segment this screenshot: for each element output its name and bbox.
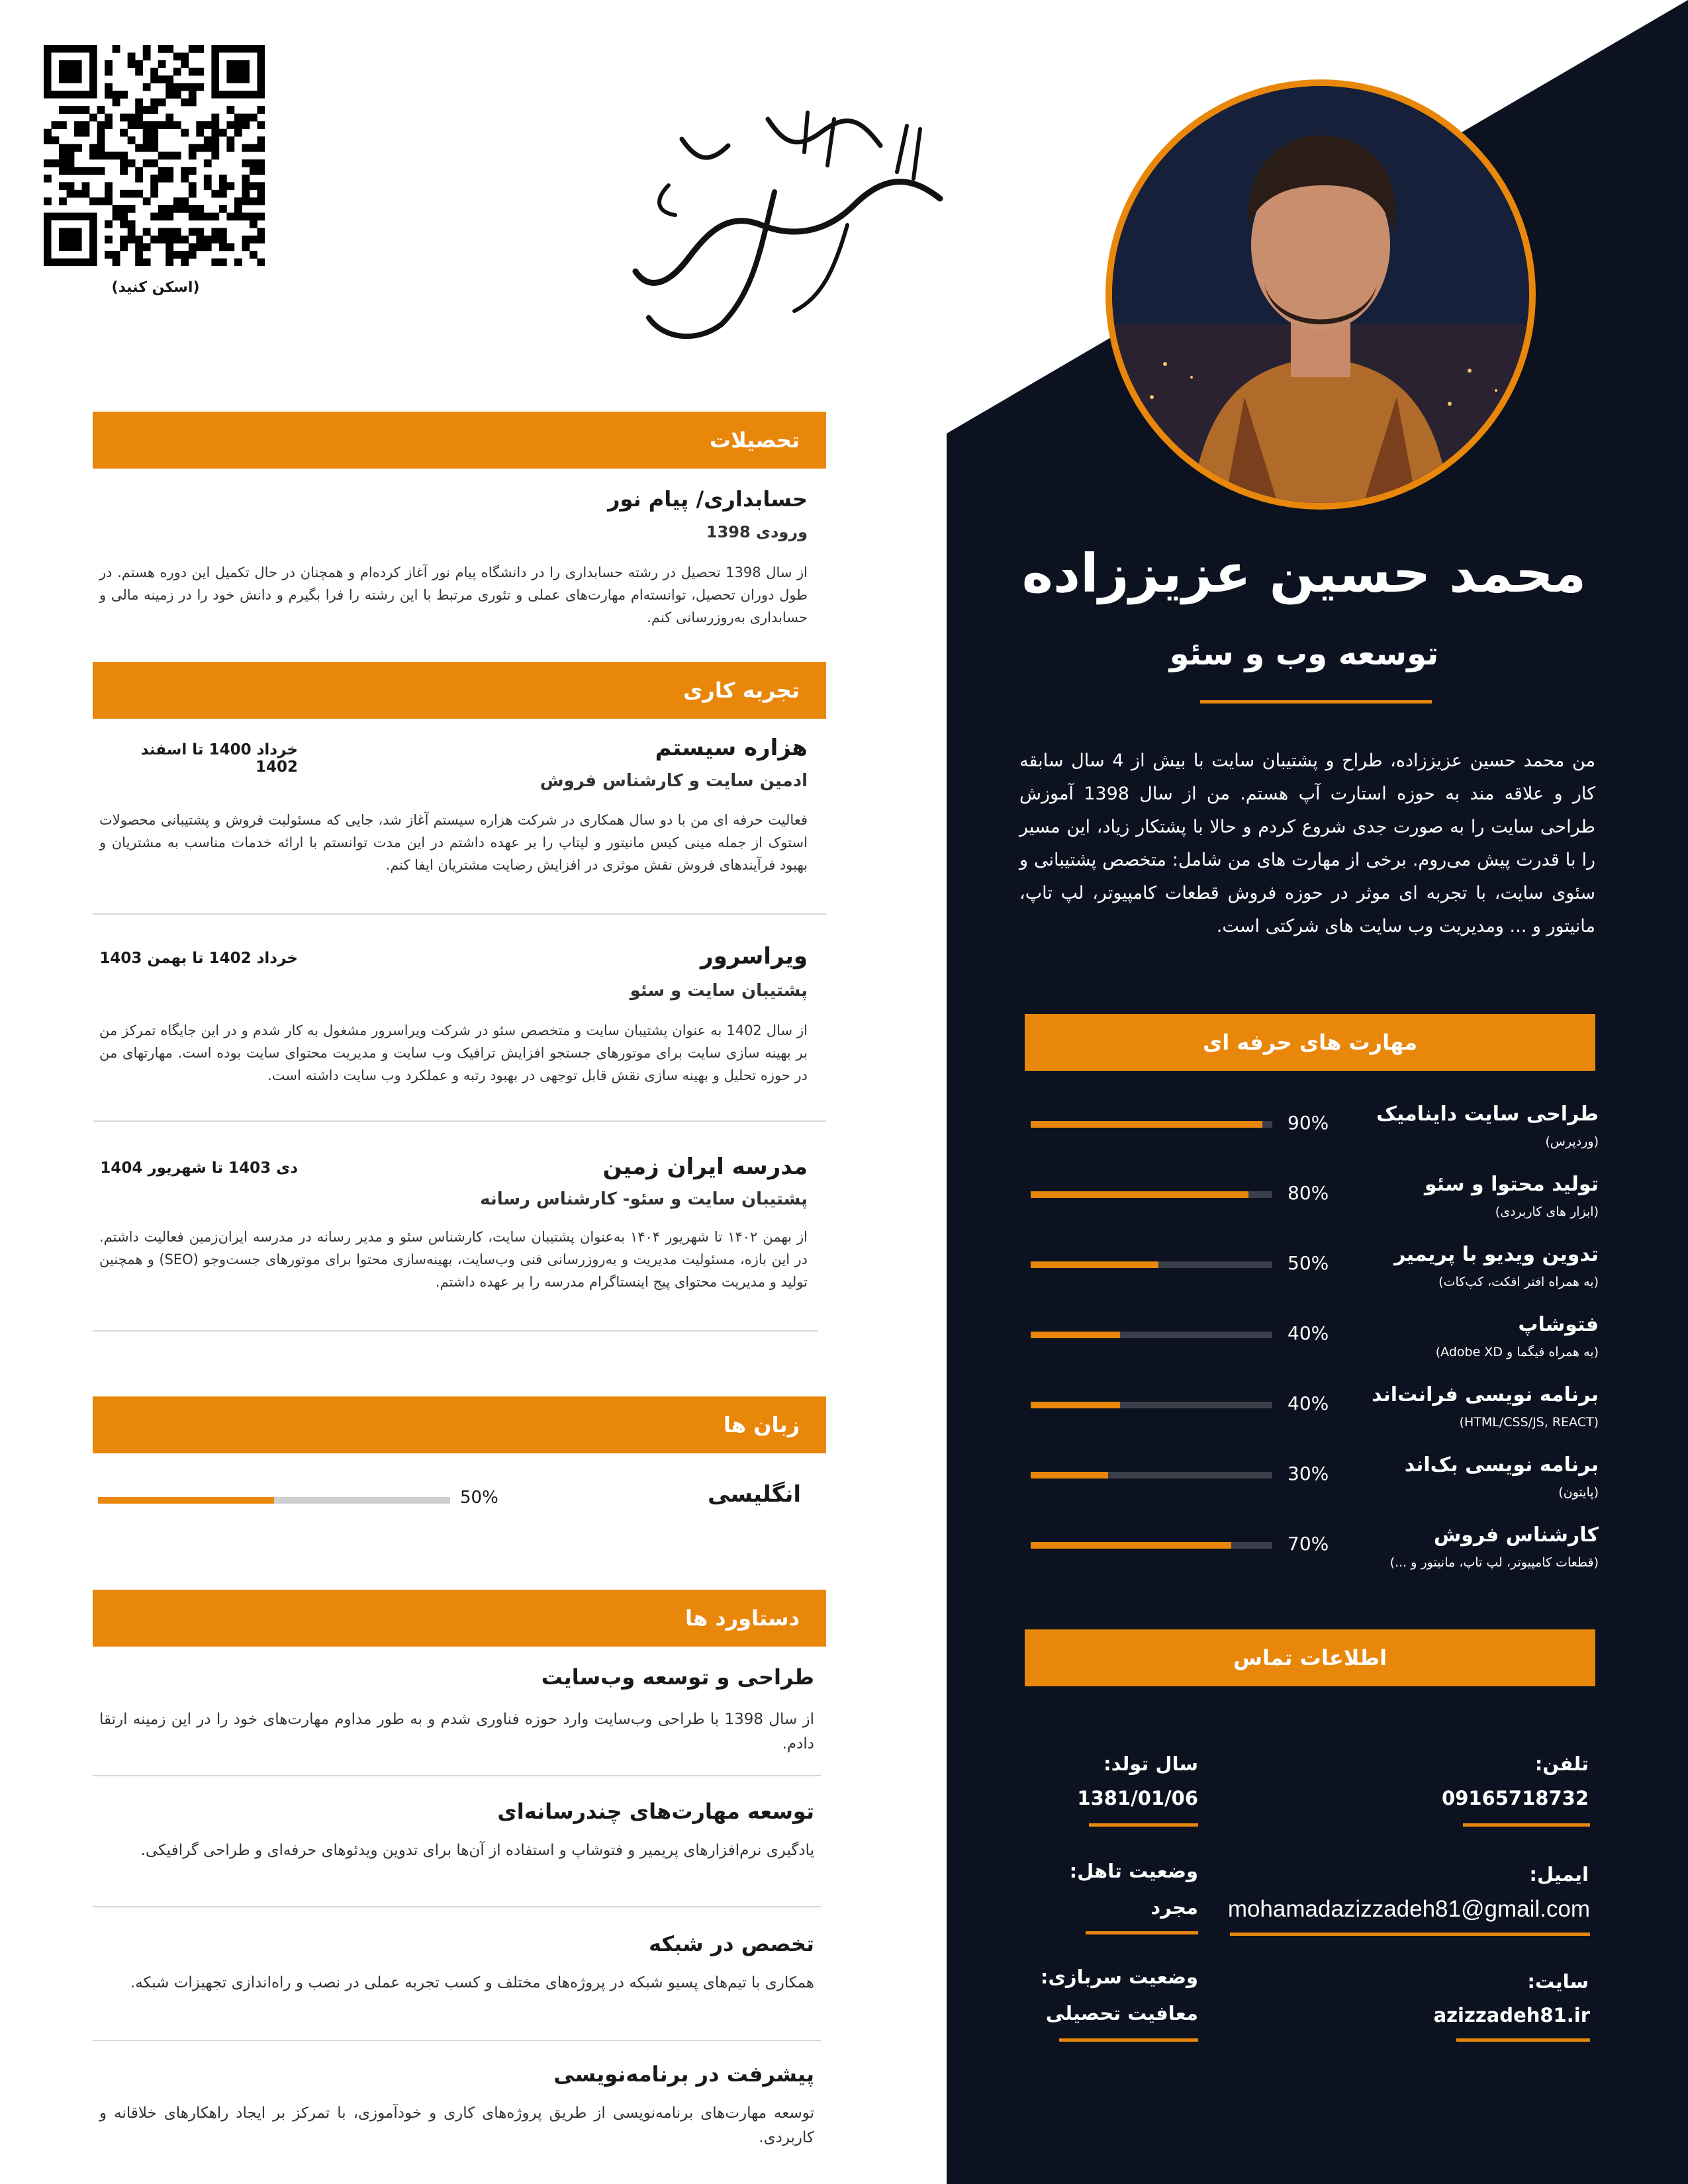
skill-bar-track [1031,1332,1272,1338]
exp1-company: هزاره سیستم [655,735,808,761]
email-label: ایمیل: [1529,1863,1589,1886]
skill-name: کارشناس فروش [1433,1524,1599,1547]
ach1-separator [93,1775,821,1776]
profile-role: توسعه وب و سئو [1169,635,1439,672]
language-percent: 50% [460,1488,498,1508]
qr-caption: (اسکن کنید) [111,279,200,296]
exp3-position: پشتیبان سایت و سئو- کارشناس رسانه [480,1189,808,1209]
exp3-text: از بهمن ۱۴۰۲ تا شهریور ۱۴۰۴ به‌عنوان پشتیبان سایت، کارشناس سئو و مدیر رسانه در مدرسه ایران‌زمین فعالیت داشتم. در این بازه، مسئولیت مدیریت و به‌روزرسانی فنی وب‌سایت، بهینه‌سازی محتوا برای موتورهای جست‌وجو (SEO) و همچنین تولید و مدیریت محتوای پیج اینستاگرام مدرسه را بر عهده داشتم. [99,1229,808,1290]
skill-percent: 90% [1288,1112,1329,1134]
skill-subtitle: (به همراه افتر افکت، کپ‌کات) [1438,1275,1599,1289]
skill-percent: 80% [1288,1182,1329,1204]
profile-photo [1105,79,1536,510]
phone-value[interactable]: 09165718732 [1442,1787,1589,1809]
military-label: وضعیت سربازی: [1040,1966,1198,1988]
skill-bar-fill [1031,1472,1108,1479]
skill-subtitle: (به همراه فیگما و Adobe XD) [1435,1345,1599,1359]
skill-bar-track [1031,1402,1272,1408]
skill-bar-fill [1031,1402,1120,1408]
exp3-separator [93,1330,818,1332]
ach2-text: یادگیری نرم‌افزارهای پریمیر و فتوشاپ و استفاده از آن‌ها برای تدوین ویدئوهای حرفه‌ای و طراحی گرافیکی. [140,1842,814,1859]
exp1-position: ادمین سایت و کارشناس فروش [539,771,808,791]
skill-name: فتوشاپ [1518,1313,1599,1336]
skill-name: تولید محتوا و سئو [1425,1173,1599,1196]
birth-value: 1381/01/06 [1077,1787,1198,1809]
languages-heading: زبان ها [93,1396,826,1453]
exp3-company: مدرسه ایران زمین [602,1154,808,1180]
exp2-separator [93,1120,826,1122]
skill-bar-track [1031,1472,1272,1479]
skill-subtitle: (قطعات کامپیوتر، لپ تاپ، مانیتور و ...) [1389,1555,1599,1570]
skill-subtitle: (پایتون) [1558,1485,1599,1500]
qr-code [44,45,265,266]
skill-percent: 50% [1288,1252,1329,1274]
language-name: انگلیسی [708,1481,801,1508]
basmala-calligraphy [596,73,993,351]
skill-name: طراحی سایت داینامیک [1376,1103,1599,1126]
exp1-separator [93,913,826,915]
site-value[interactable]: azizzadeh81.ir [1433,2004,1590,2026]
exp2-text: از سال 1402 به عنوان پشتیبان سایت و متخصص سئو در شرکت ویراسرور مشغول به کار شدم و در این جایگاه تمرکز من بر بهینه سازی سایت برای موتورهای جستجو افزایش ترافیک وب سایت و مدیریت محتوای سایت بوده است. مهارتهای من در حوزه تحلیل و بهینه سازی نقش قابل توجهی در بهبود رتبه و عملکرد وب سایت داشته است. [99,1023,808,1083]
skill-name: تدوین ویدیو با پریمیر [1394,1243,1599,1266]
ach3-title: تخصص در شبکه [649,1931,814,1956]
education-title: حسابداری/ پیام نور [608,486,808,512]
exp1-date: خرداد 1400 تا اسفند 1402 [140,741,298,776]
language-bar-fill [98,1497,274,1504]
exp1-text: فعالیت حرفه ای من با دو سال همکاری در شرکت هزاره سیستم آغاز شد، جایی که مسئولیت فروش و پشتیبانی محصولات استوک از جمله مینی کیس مانیتور و لپتاپ را بر عهده داشتم در این مدت توانستم با ارائه خدمات مناسب به مشتریان و بهبود فرآیندهای فروش نقش موثری در افزایش رضایت مشتریان ایفا کنم. [99,812,808,873]
skill-bar-track [1031,1121,1272,1128]
ach2-title: توسعه مهارت‌های چندرسانه‌ای [497,1799,814,1824]
skill-subtitle: (HTML/CSS/JS, REACT) [1459,1415,1599,1430]
exp3-date: دی 1403 تا شهریور 1404 [100,1160,298,1177]
email-value[interactable]: mohamadazizzadeh81@gmail.com [1227,1896,1590,1922]
site-label: سایت: [1527,1970,1589,1993]
military-value: معافیت تحصیلی [1045,2002,1198,2025]
skill-subtitle: (ابزار های کاربردی) [1495,1205,1599,1219]
experience-heading: تجربه کاری [93,662,826,719]
ach3-separator [93,2040,821,2041]
marital-value: مجرد [1150,1896,1198,1919]
skill-bar-fill [1031,1261,1158,1268]
skill-bar-track [1031,1191,1272,1198]
phone-label: تلفن: [1534,1752,1589,1775]
skill-subtitle: (وردپرس) [1545,1134,1599,1149]
skill-percent: 30% [1288,1463,1329,1484]
skills-heading: مهارت های حرفه ای [1025,1014,1595,1071]
site-underline [1456,2038,1590,2042]
profile-name: محمد حسین عزیززاده [1021,543,1587,604]
email-underline [1230,1933,1590,1936]
ach1-title: طراحی و توسعه وب‌سایت [541,1664,814,1690]
ach4-title: پیشرفت در برنامه‌نویسی [553,2062,814,2087]
exp2-company: ویراسرور [700,943,808,970]
skill-percent: 40% [1288,1322,1329,1344]
skill-name: برنامه نویسی فرانت‌اند [1372,1383,1599,1406]
skill-percent: 40% [1288,1392,1329,1414]
skill-bar-track [1031,1261,1272,1268]
education-year: ورودی 1398 [706,523,808,541]
education-heading: تحصیلات [93,412,826,469]
skill-bar-fill [1031,1121,1262,1128]
skill-name: برنامه نویسی بک‌اند [1404,1453,1599,1477]
ach3-text: همکاری با تیم‌های پسیو شبکه در پروژه‌های مختلف و کسب تجربه عملی در نصب و راه‌اندازی تجهیزات شبکه. [130,1974,814,1991]
profile-summary: من محمد حسین عزیززاده، طراح و پشتیبان سایت با بیش از 4 سال سابقه کار و علاقه مند به حوزه استارت آپ هستم. من از سال 1398 آموزش طراحی سایت را به صورت جدی شروع کردم و حالا با پشتکار زیاد، این مسیر را با قدرت پیش می‌روم. برخی از مهارت های من شامل: متخصص پشتیبانی و سئوی سایت، با تجربه ای موثر در حوزه فروش قطعات کامپیوتر، لپ تاپ، مانیتور و ... ومدیریت وب سایت های شرکتی است. [1019,751,1595,936]
language-bar-track [98,1497,450,1504]
phone-underline [1463,1823,1590,1827]
birth-label: سال تولد: [1103,1752,1198,1775]
skill-bar-fill [1031,1191,1248,1198]
ach2-separator [93,1906,821,1907]
exp2-position: پشتیبان سایت و سئو [630,981,808,1001]
ach4-text: توسعه مهارت‌های برنامه‌نویسی از طریق پروژه‌های کاری و خودآموزی، با تمرکز بر ایجاد راهکارهای خلاقانه و کاربردی. [99,2105,814,2146]
achievements-heading: دستاورد ها [93,1590,826,1647]
exp2-date: خرداد 1402 تا بهمن 1403 [99,950,298,967]
military-underline [1059,2038,1198,2042]
skill-percent: 70% [1288,1533,1329,1555]
birth-underline [1089,1823,1198,1827]
marital-underline [1086,1931,1198,1934]
contact-heading: اطلاعات تماس [1025,1629,1595,1686]
education-text: از سال 1398 تحصیل در رشته حسابداری را در دانشگاه پیام نور آغاز کرده‌ام و همچنان در حال تکمیل این دوره هستم. در طول دوران تحصیل، توانسته‌ام مهارت‌های عملی و تئوری مرتبط با این رشته را فرا بگیرم و دانش خود را در زمینه مالی و حسابداری به‌روزرسانی کنم. [99,565,808,625]
marital-label: وضعیت تاهل: [1069,1860,1198,1882]
skill-bar-track [1031,1542,1272,1549]
skill-bar-fill [1031,1542,1231,1549]
role-underline [1200,700,1432,704]
ach1-text: از سال 1398 با طراحی وب‌سایت وارد حوزه فناوری شدم و به طور مداوم مهارت‌های خود را در این زمینه ارتقا دادم. [99,1711,815,1752]
skill-bar-fill [1031,1332,1120,1338]
